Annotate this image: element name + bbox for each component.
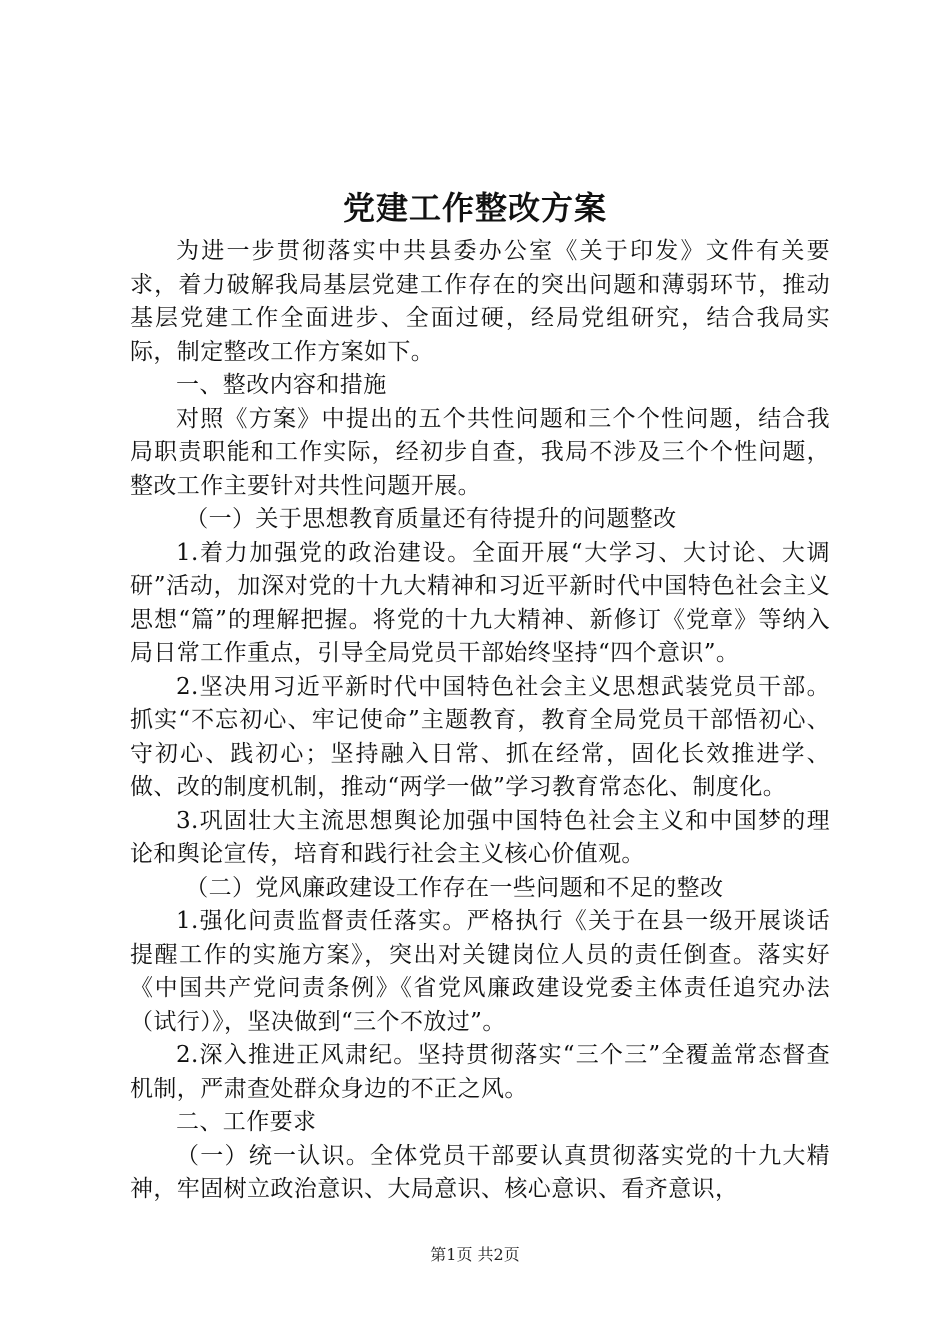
section-heading-1: 一、整改内容和措施 [176, 372, 387, 398]
paragraph-item-1-1: 1.着力加强党的政治建设。全面开展“大学习、大讨论、大调研”活动，加深对党的十九大精神和习近平新时代中国特色社会主义思想“篇”的理解把握。将党的十九大精神、新修订《党章》等纳入局日常工作重点，引导全局党员干部始终坚持“四个意识”。 [130, 539, 830, 666]
paragraph-section-1-intro: 对照《方案》中提出的五个共性问题和三个个性问题，结合我局职责职能和工作实际，经初步自查，我局不涉及三个个性问题，整改工作主要针对共性问题开展。 [130, 405, 830, 499]
document-title: 党建工作整改方案 [342, 189, 607, 227]
page-footer: 第1页 共2页 [430, 1245, 520, 1264]
subsection-heading-2: （二）党风廉政建设工作存在一些问题和不足的整改 [185, 874, 724, 901]
paragraph-item-1-2: 2.坚决用习近平新时代中国特色社会主义思想武装党员干部。抓实“不忘初心、牢记使命”主题教育，教育全局党员干部悟初心、守初心、践初心；坚持融入日常、抓在经常，固化长效推进学、做、改的制度机制，推动“两学一做”学习教育常态化、制度化。 [130, 673, 830, 800]
subsection-heading-1: （一）关于思想教育质量还有待提升的问题整改 [185, 506, 677, 532]
paragraph-intro: 为进一步贯彻落实中共县委办公室《关于印发》文件有关要求，着力破解我局基层党建工作存在的突出问题和薄弱环节，推动基层党建工作全面进步、全面过硬，经局党组研究，结合我局实际，制定整改工作方案如下。 [130, 238, 830, 365]
paragraph-requirement-1: （一）统一认识。全体党员干部要认真贯彻落实党的十九大精神，牢固树立政治意识、大局意识、核心意识、看齐意识， [130, 1142, 830, 1202]
section-heading-2: 二、工作要求 [176, 1109, 317, 1135]
paragraph-item-2-1: 1.强化问责监督责任落实。严格执行《关于在县一级开展谈话提醒工作的实施方案》，突出对关键岗位人员的责任倒查。落实好《中国共产党问责条例》《省党风廉政建设党委主体责任追究办法（试行）》，坚决做到“三个不放过”。 [130, 908, 830, 1035]
paragraph-item-2-2: 2.深入推进正风肃纪。坚持贯彻落实“三个三”全覆盖常态督查机制，严肃查处群众身边的不正之风。 [130, 1042, 830, 1102]
paragraph-item-1-3: 3.巩固壮大主流思想舆论加强中国特色社会主义和中国梦的理论和舆论宣传，培育和践行社会主义核心价值观。 [130, 807, 830, 867]
document-body [130, 235, 830, 1207]
